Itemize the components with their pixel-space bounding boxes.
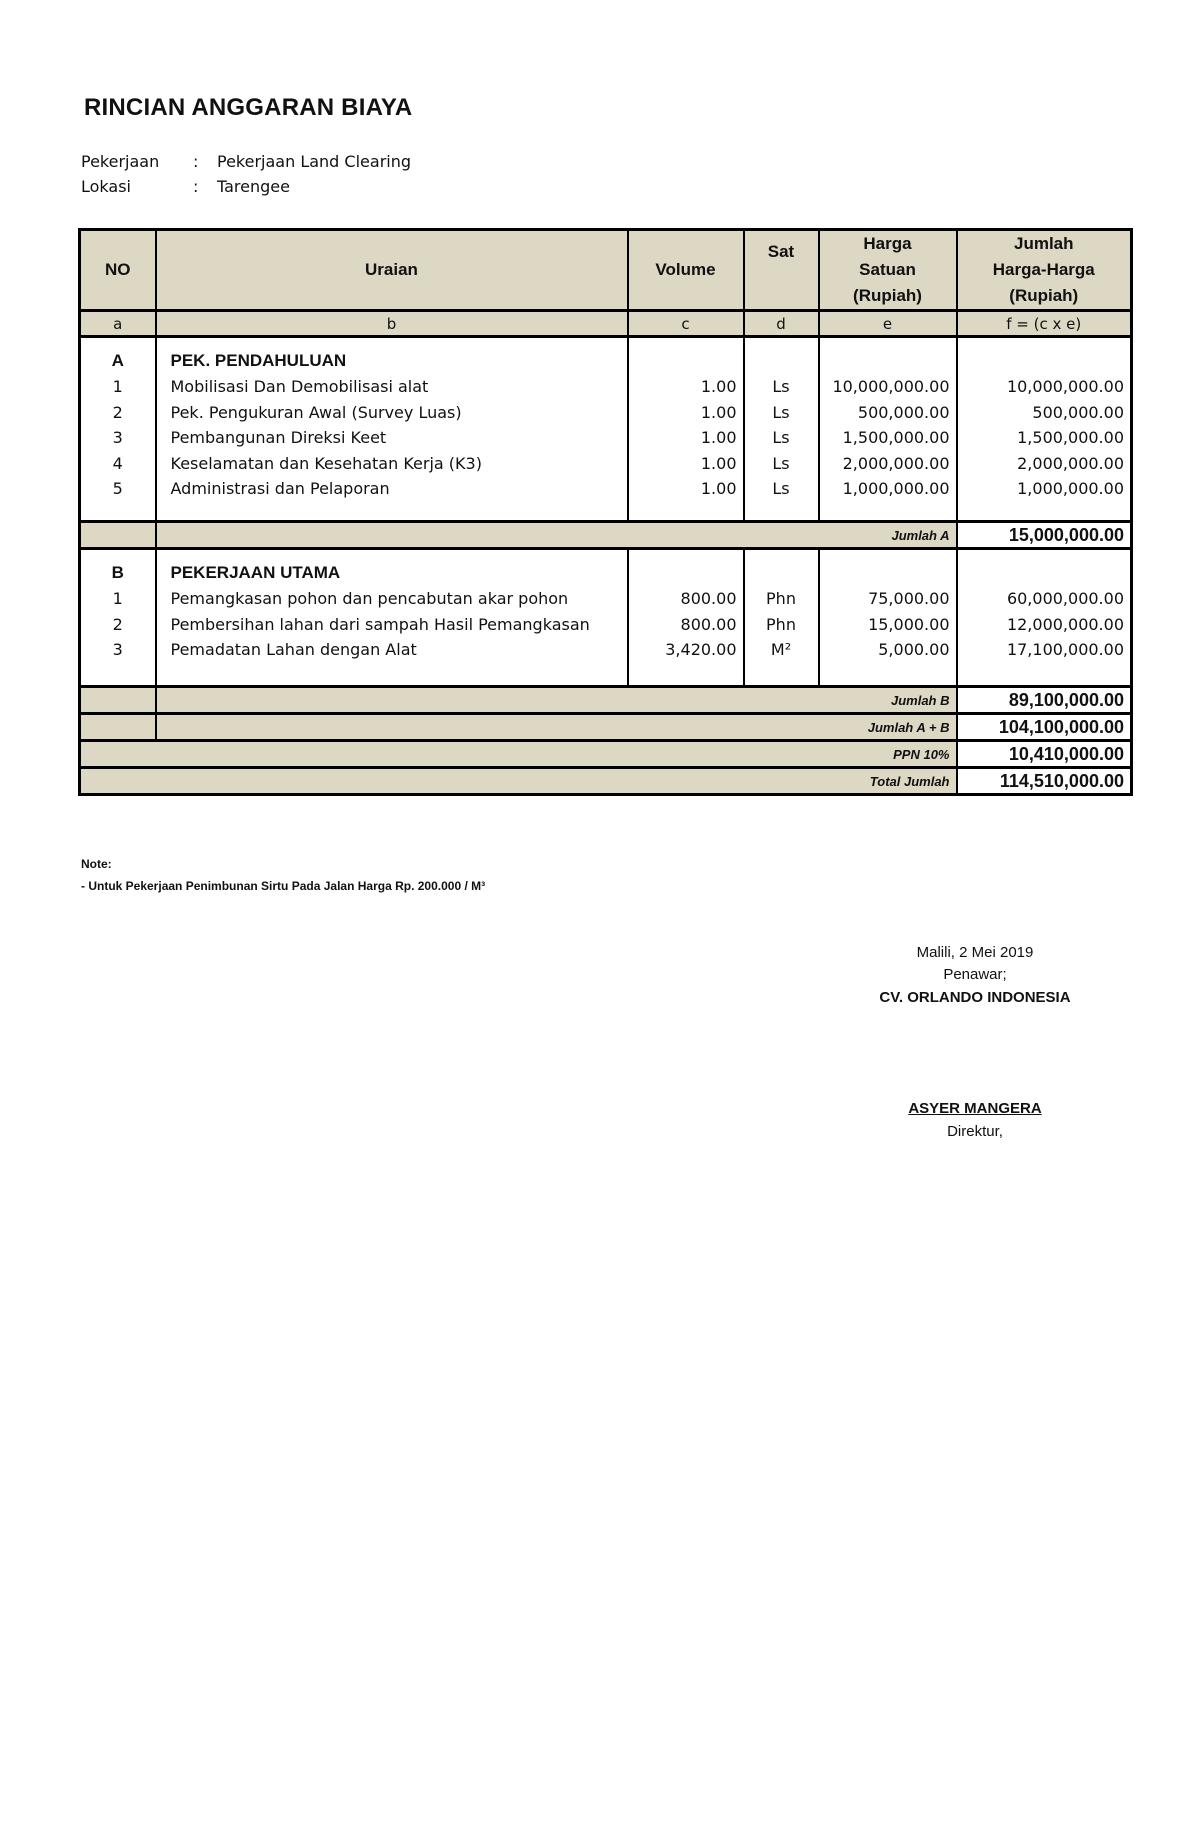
item-no: 3	[80, 425, 156, 451]
total-label: Total Jumlah	[80, 768, 957, 795]
spacer-row	[80, 663, 1132, 687]
letter-cell: c	[628, 311, 744, 337]
table-row	[80, 374, 1132, 400]
letter-cell: f = (c x e)	[957, 311, 1132, 337]
header-jumlah-line1: Jumlah	[1013, 234, 1074, 253]
subtotal-row	[80, 522, 1132, 549]
item-uraian: Pek. Pengukuran Awal (Survey Luas)	[156, 400, 628, 426]
item-volume: 1.00	[628, 451, 744, 477]
item-sat: Ls	[744, 374, 819, 400]
header-sat: Sat	[744, 230, 819, 311]
total-label: Jumlah A + B	[156, 714, 957, 741]
letter-cell: e	[819, 311, 957, 337]
meta-label: Lokasi	[81, 177, 131, 196]
signature-position: Direktur,	[947, 1123, 1003, 1140]
meta-lokasi	[81, 177, 290, 196]
meta-pekerjaan	[81, 152, 411, 171]
table-row	[80, 637, 1132, 663]
item-jumlah: 10,000,000.00	[957, 374, 1132, 400]
total-value: 114,510,000.00	[957, 768, 1132, 795]
item-sat: Ls	[744, 400, 819, 426]
table-row	[80, 586, 1132, 612]
meta-colon: :	[193, 177, 199, 196]
table-row	[80, 400, 1132, 426]
header-no: NO	[80, 230, 156, 311]
item-harga: 15,000.00	[819, 612, 957, 638]
total-value: 104,100,000.00	[957, 714, 1132, 741]
letter-cell: d	[744, 311, 819, 337]
subtotal-label: Jumlah A	[156, 522, 957, 549]
item-no: 3	[80, 637, 156, 663]
item-uraian: Mobilisasi Dan Demobilisasi alat	[156, 374, 628, 400]
header-harga	[819, 230, 957, 311]
table-row	[80, 476, 1132, 502]
subtotal-label: Jumlah B	[156, 687, 957, 714]
item-no: 4	[80, 451, 156, 477]
subtotal-row	[80, 687, 1132, 714]
header-row	[80, 230, 1132, 311]
item-uraian: Keselamatan dan Kesehatan Kerja (K3)	[156, 451, 628, 477]
item-sat: Ls	[744, 451, 819, 477]
item-harga: 1,500,000.00	[819, 425, 957, 451]
item-uraian: Pembersihan lahan dari sampah Hasil Pemangkasan	[156, 612, 628, 638]
signature-name: ASYER MANGERA	[908, 1100, 1042, 1117]
item-no: 2	[80, 400, 156, 426]
total-row-ppn	[80, 741, 1132, 768]
item-no: 1	[80, 586, 156, 612]
subtotal-value: 15,000,000.00	[957, 522, 1132, 549]
item-sat: Phn	[744, 586, 819, 612]
signature-company: CV. ORLANDO INDONESIA	[879, 989, 1071, 1006]
note-title: Note:	[81, 857, 112, 871]
item-volume: 1.00	[628, 400, 744, 426]
letter-cell: b	[156, 311, 628, 337]
item-jumlah: 500,000.00	[957, 400, 1132, 426]
header-harga-line3: (Rupiah)	[853, 286, 922, 305]
meta-colon: :	[193, 152, 199, 171]
item-sat: M²	[744, 637, 819, 663]
meta-value: Tarengee	[217, 177, 290, 196]
item-harga: 5,000.00	[819, 637, 957, 663]
item-uraian: Pemadatan Lahan dengan Alat	[156, 637, 628, 663]
item-harga: 75,000.00	[819, 586, 957, 612]
spacer-row	[80, 337, 1132, 349]
header-uraian: Uraian	[156, 230, 628, 311]
header-volume: Volume	[628, 230, 744, 311]
letter-cell: a	[80, 311, 156, 337]
item-jumlah: 12,000,000.00	[957, 612, 1132, 638]
header-jumlah-line3: (Rupiah)	[1009, 286, 1079, 305]
total-label: PPN 10%	[80, 741, 957, 768]
item-uraian: Pembangunan Direksi Keet	[156, 425, 628, 451]
item-no: 1	[80, 374, 156, 400]
header-harga-line2: Satuan	[859, 260, 916, 279]
item-volume: 1.00	[628, 425, 744, 451]
item-volume: 800.00	[628, 586, 744, 612]
budget-table-wrapper	[78, 228, 1130, 834]
total-value: 10,410,000.00	[957, 741, 1132, 768]
item-harga: 500,000.00	[819, 400, 957, 426]
spacer-row	[80, 549, 1132, 561]
item-jumlah: 60,000,000.00	[957, 586, 1132, 612]
item-volume: 3,420.00	[628, 637, 744, 663]
item-no: 5	[80, 476, 156, 502]
total-row-ab	[80, 714, 1132, 741]
note-line: - Untuk Pekerjaan Penimbunan Sirtu Pada Jalan Harga Rp. 200.000 / M³	[81, 879, 486, 893]
header-jumlah	[957, 230, 1132, 311]
section-row	[80, 561, 1132, 587]
letter-row	[80, 311, 1132, 337]
section-row	[80, 349, 1132, 375]
meta-label: Pekerjaan	[81, 152, 160, 171]
header-harga-line1: Harga	[863, 234, 912, 253]
item-sat: Ls	[744, 476, 819, 502]
item-harga: 2,000,000.00	[819, 451, 957, 477]
signature-role: Penawar;	[943, 966, 1007, 983]
item-uraian: Pemangkasan pohon dan pencabutan akar pohon	[156, 586, 628, 612]
section-no: B	[80, 561, 156, 587]
document-title: RINCIAN ANGGARAN BIAYA	[84, 94, 413, 121]
table-row	[80, 612, 1132, 638]
total-row-grand	[80, 768, 1132, 795]
item-jumlah: 1,500,000.00	[957, 425, 1132, 451]
item-jumlah: 2,000,000.00	[957, 451, 1132, 477]
item-volume: 800.00	[628, 612, 744, 638]
item-harga: 1,000,000.00	[819, 476, 957, 502]
signature-place-date: Malili, 2 Mei 2019	[916, 944, 1034, 961]
item-volume: 1.00	[628, 476, 744, 502]
item-jumlah: 17,100,000.00	[957, 637, 1132, 663]
section-no: A	[80, 349, 156, 375]
budget-table	[78, 228, 1133, 796]
meta-value: Pekerjaan Land Clearing	[217, 152, 412, 171]
item-volume: 1.00	[628, 374, 744, 400]
item-sat: Phn	[744, 612, 819, 638]
section-title: PEK. PENDAHULUAN	[156, 349, 628, 375]
header-jumlah-line2: Harga-Harga	[992, 260, 1095, 279]
item-no: 2	[80, 612, 156, 638]
item-jumlah: 1,000,000.00	[957, 476, 1132, 502]
item-sat: Ls	[744, 425, 819, 451]
subtotal-value: 89,100,000.00	[957, 687, 1132, 714]
item-harga: 10,000,000.00	[819, 374, 957, 400]
spacer-row	[80, 502, 1132, 522]
item-uraian: Administrasi dan Pelaporan	[156, 476, 628, 502]
table-row	[80, 451, 1132, 477]
section-title: PEKERJAAN UTAMA	[156, 561, 628, 587]
table-row	[80, 425, 1132, 451]
